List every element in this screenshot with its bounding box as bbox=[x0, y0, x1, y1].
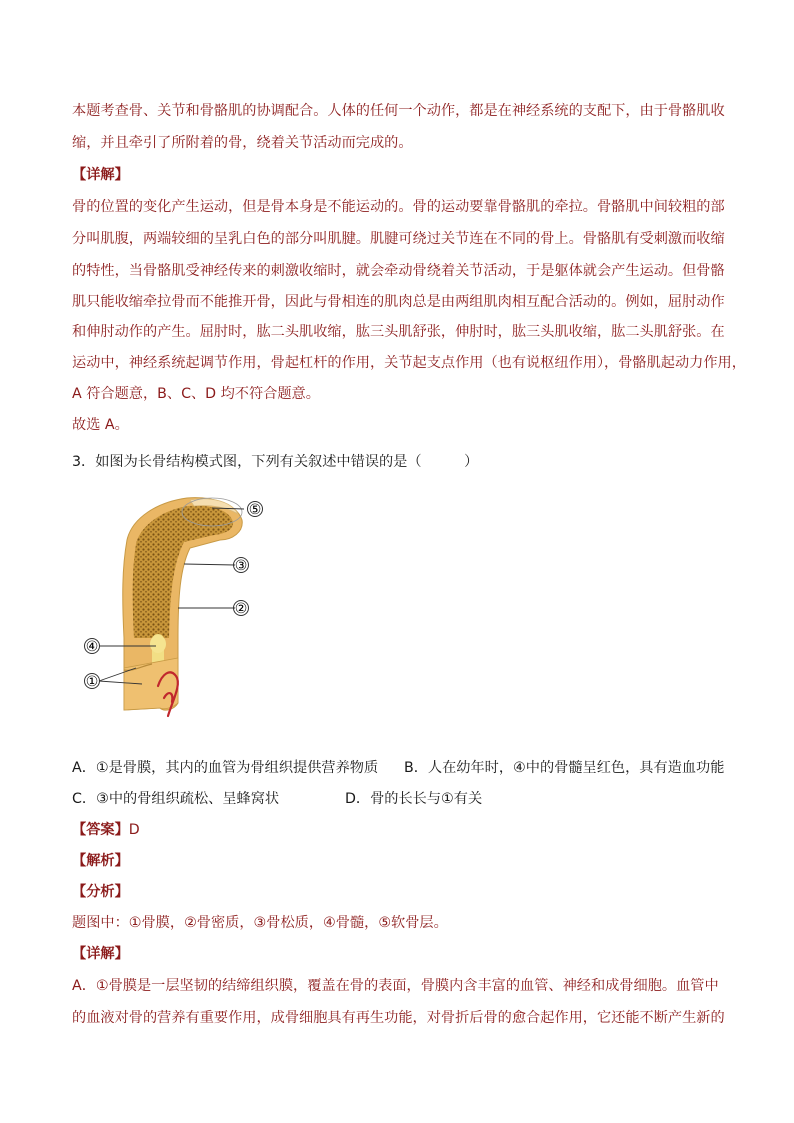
label-3: ③ bbox=[234, 558, 248, 574]
caption-item-2: ②骨密质， bbox=[184, 915, 254, 931]
detail2-line-1: A．①骨膜是一层坚韧的结缔组织膜，覆盖在骨的表面，骨膜内含丰富的血管、神经和成骨细胞。血管中 bbox=[72, 978, 719, 994]
intro-line-2: 缩，并且牵引了所附着的骨，绕着关节活动而完成的。 bbox=[72, 135, 413, 151]
long-bone-diagram bbox=[72, 488, 292, 748]
caption-item-4: ④骨髓， bbox=[323, 915, 379, 931]
detail-line-5: 和伸肘动作的产生。屈肘时，肱二头肌收缩，肱三头肌舒张，伸肘时，肱三头肌收缩，肱二头肌舒张。在 bbox=[72, 324, 725, 340]
label-2: ② bbox=[234, 601, 248, 617]
detail-heading: 【详解】 bbox=[72, 167, 129, 183]
answer-row bbox=[72, 820, 140, 840]
conclusion: 故选 A。 bbox=[72, 417, 129, 433]
detail-line-1: 骨的位置的变化产生运动，但是骨本身是不能运动的。骨的运动要靠骨骼肌的牵拉。骨骼肌中间较粗的部 bbox=[72, 199, 725, 215]
detail-line-7: A 符合题意，B、C、D 均不符合题意。 bbox=[72, 386, 320, 402]
caption-prefix: 题图中： bbox=[72, 915, 129, 931]
detail2-line-2: 的血液对骨的营养有重要作用，成骨细胞具有再生功能，对骨折后骨的愈合起作用，它还能不断产生新的 bbox=[72, 1010, 725, 1026]
label-4: ④ bbox=[85, 639, 99, 655]
detail-line-2: 分叫肌腹，两端较细的呈乳白色的部分叫肌腱。肌腱可绕过关节连在不同的骨上。骨骼肌有受刺激而收缩 bbox=[72, 231, 725, 247]
fig-caption bbox=[72, 913, 448, 933]
detail-line-3: 的特性，当骨骼肌受神经传来的刺激收缩时，就会牵动骨绕着关节活动，于是躯体就会产生运动。但骨骼 bbox=[72, 263, 725, 279]
detail2-heading: 【详解】 bbox=[72, 946, 129, 962]
option-b: B．人在幼年时，④中的骨髓呈红色，具有造血功能 bbox=[404, 760, 725, 776]
caption-item-3: ③骨松质， bbox=[253, 915, 324, 931]
question-text: 3．如图为长骨结构模式图，下列有关叙述中错误的是（ ） bbox=[72, 454, 479, 470]
intro-line-1: 本题考查骨、关节和骨骼肌的协调配合。人体的任何一个动作，都是在神经系统的支配下，由于骨骼肌收 bbox=[72, 103, 725, 119]
label-5: ⑤ bbox=[248, 502, 262, 518]
analysis-heading: 【解析】 bbox=[72, 853, 129, 869]
option-a: A．①是骨膜，其内的血管为骨组织提供营养物质 bbox=[72, 760, 379, 776]
answer-value: D bbox=[128, 822, 140, 838]
answer-label: 【答案】 bbox=[72, 822, 129, 838]
marrow-top bbox=[150, 635, 166, 653]
caption-item-5: ⑤软骨层。 bbox=[378, 915, 448, 931]
detail-line-4: 肌只能收缩牵拉骨而不能推开骨，因此与骨相连的肌肉总是由两组肌肉相互配合活动的。例如，屈肘动作 bbox=[72, 294, 725, 310]
option-c: C．③中的骨组织疏松、呈蜂窝状 bbox=[72, 791, 280, 807]
caption-item-1: ①骨膜， bbox=[128, 915, 185, 931]
option-d: D．骨的长长与①有关 bbox=[345, 791, 483, 807]
label-1: ① bbox=[85, 674, 99, 690]
detail-line-6: 运动中，神经系统起调节作用，骨起杠杆的作用，关节起支点作用（也有说枢纽作用），骨骼肌起动力作用， bbox=[72, 355, 746, 371]
fenxi-heading: 【分析】 bbox=[72, 884, 129, 900]
